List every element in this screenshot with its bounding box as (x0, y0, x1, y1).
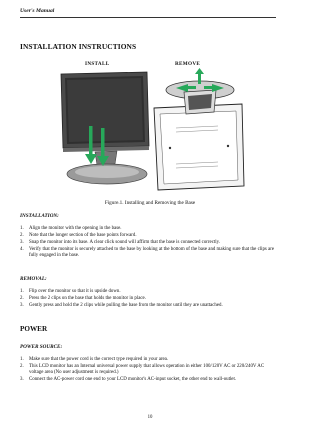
installation-steps (20, 226, 278, 260)
removal-heading: REMOVAL: (20, 276, 47, 282)
page-number: 10 (147, 415, 153, 420)
section-title: INSTALLATION INSTRUCTIONS (20, 42, 137, 51)
removal-steps (20, 289, 278, 310)
power-title: POWER (20, 325, 48, 333)
list-item: 2. Press the 2 clips on the base that holds the monitor in place. (20, 296, 146, 302)
figure-caption: Figure.1. Installing and Removing the Base (104, 200, 196, 206)
list-item: 3. Snap the monitor into its base. A clear click sound will affirm that the base is connected correctly. (20, 240, 220, 246)
list-item: 1. Make sure that the power cord is the correct type required in your area. (20, 357, 169, 362)
list-item: 2. Note that the longer section of the base points forward. (20, 233, 137, 239)
list-item: 1. Flip over the monitor so that it is upside down. (20, 289, 121, 294)
install-illustration (55, 68, 155, 193)
remove-label: REMOVE (175, 61, 201, 67)
list-item: 4. Verify that the monitor is securely attached to the base by looking at the bottom of the base and making sure that the clips are fully engaged in the base. (20, 247, 275, 259)
install-label: INSTALL (85, 61, 110, 67)
manual-header: User's Manual (20, 8, 55, 14)
list-item: 2. This LCD monitor has an Internal universal power supply that allows operation in either 100/120V AC or 220/240V AC voltage area (No user adjustment is required.) (20, 364, 265, 375)
power-source-heading: POWER SOURCE: (20, 344, 63, 350)
installation-heading: INSTALLATION: (20, 213, 59, 219)
power-steps (20, 357, 278, 384)
header-rule (20, 17, 276, 18)
remove-illustration (148, 68, 248, 193)
list-item: 3. Connect the AC-power cord one end to your LCD monitor's AC-input socket, the other end to wall-outlet. (20, 377, 237, 383)
list-item: 3. Gently press and hold the 2 clips while pulling the base from the monitor until they are unattached. (20, 303, 223, 309)
list-item: 1. Align the monitor with the opening in the base. (20, 226, 122, 231)
